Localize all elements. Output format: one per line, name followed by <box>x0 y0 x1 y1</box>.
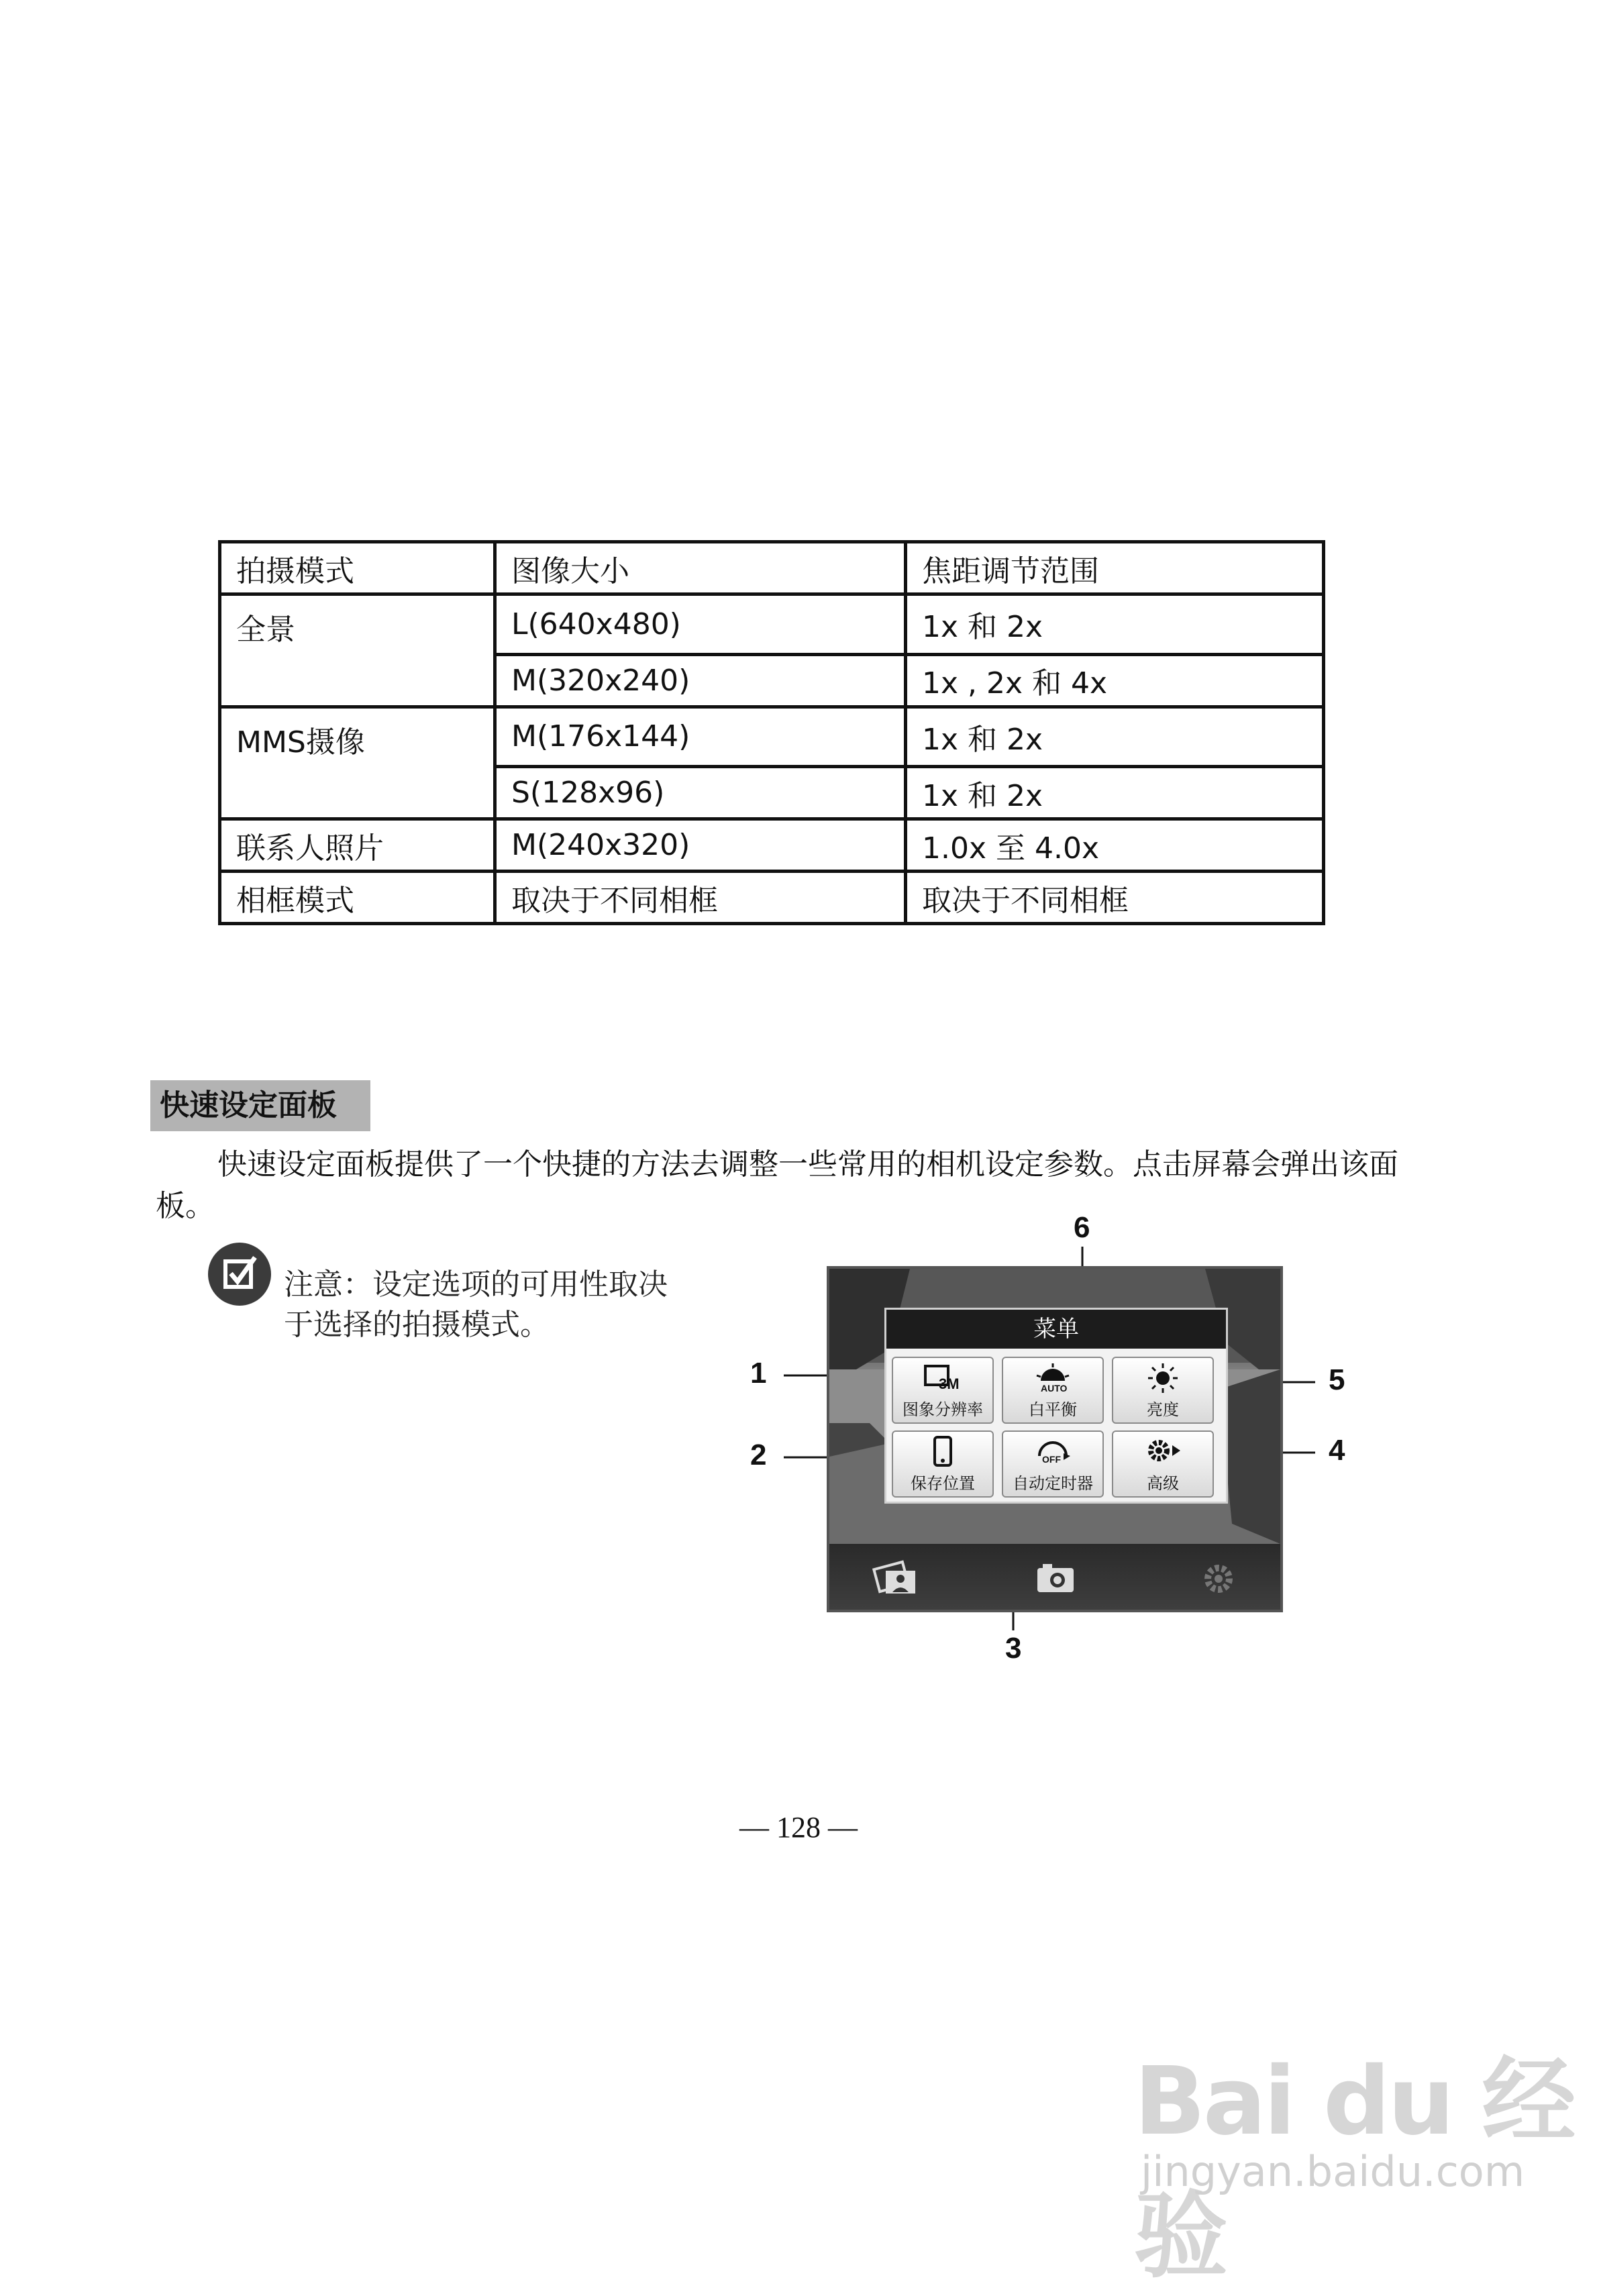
menu-title: 菜单 <box>886 1310 1226 1349</box>
svg-text:3M: 3M <box>939 1375 960 1392</box>
self-timer-off-icon <box>1034 1436 1074 1469</box>
table-header-cell: 图像大小 <box>495 542 906 594</box>
self-timer-button[interactable] <box>1002 1430 1104 1498</box>
table-cell: 联系人照片 <box>220 819 495 872</box>
baidu-jingyan-watermark-logo: Bai du 经验 <box>1134 2047 1574 2291</box>
table-header-cell: 拍摄模式 <box>220 542 495 594</box>
table-cell: 1x 和 2x <box>906 594 1324 655</box>
section-heading: 快速设定面板 <box>150 1080 370 1131</box>
advanced-button[interactable] <box>1112 1430 1214 1498</box>
table-cell: M(240x320) <box>495 819 906 872</box>
quick-settings-menu-panel <box>884 1308 1228 1504</box>
white-balance-auto-icon <box>1034 1362 1074 1396</box>
white-balance-button[interactable] <box>1002 1357 1104 1424</box>
table-cell: 取决于不同相框 <box>906 872 1324 924</box>
table-cell: 1x , 2x 和 4x <box>906 654 1324 707</box>
resolution-button-label: 图象分辨率 <box>903 1400 983 1419</box>
table-cell: S(128x96) <box>495 767 906 819</box>
camera-bottom-bar <box>829 1544 1280 1612</box>
table-cell: M(320x240) <box>495 654 906 707</box>
camera-screen <box>827 1266 1283 1612</box>
white-balance-button-label: 白平衡 <box>1029 1400 1077 1419</box>
callout-number: 4 <box>1329 1434 1345 1467</box>
advanced-button-label: 高级 <box>1147 1474 1179 1493</box>
svg-text:AUTO: AUTO <box>1041 1383 1068 1394</box>
brightness-button-label: 亮度 <box>1147 1400 1179 1419</box>
note-text: 注意：设定选项的可用性取决于选择的拍摄模式。 <box>284 1267 668 1342</box>
table-cell: 1.0x 至 4.0x <box>906 819 1324 872</box>
storage-location-button[interactable] <box>892 1430 994 1498</box>
table-cell: 取决于不同相框 <box>495 872 906 924</box>
callout-number: 3 <box>1005 1632 1022 1665</box>
camera-icon[interactable] <box>1037 1564 1074 1592</box>
svg-text:OFF: OFF <box>1042 1454 1061 1465</box>
page-number: — 128 — <box>739 1811 858 1844</box>
table-cell: 全景 <box>220 594 495 655</box>
callout-number: 1 <box>750 1357 767 1390</box>
settings-gear-icon[interactable] <box>1208 1568 1229 1589</box>
brightness-sun-icon <box>1144 1362 1184 1396</box>
table-cell: L(640x480) <box>495 594 906 655</box>
self-timer-button-label: 自动定时器 <box>1013 1474 1093 1493</box>
intro-paragraph: 快速设定面板提供了一个快捷的方法去调整一些常用的相机设定参数。点击屏幕会弹出该面板。 <box>156 1147 1398 1223</box>
brightness-button[interactable] <box>1112 1357 1214 1424</box>
resolution-3m-icon <box>924 1362 964 1396</box>
callout-number: 2 <box>750 1439 767 1471</box>
watermark-url: jingyan.baidu.com <box>1141 2147 1525 2196</box>
storage-location-button-label: 保存位置 <box>911 1474 975 1493</box>
table-cell: M(176x144) <box>495 707 906 767</box>
resolution-button[interactable] <box>892 1357 994 1424</box>
table-cell: 相框模式 <box>220 872 495 924</box>
table-cell: MMS摄像 <box>220 707 495 767</box>
storage-phone-icon <box>924 1436 964 1469</box>
callout-number: 6 <box>1074 1211 1090 1244</box>
table-cell: 1x 和 2x <box>906 767 1324 819</box>
table-cell: 1x 和 2x <box>906 707 1324 767</box>
table-header-cell: 焦距调节范围 <box>906 542 1324 594</box>
callout-number: 5 <box>1329 1363 1345 1396</box>
advanced-gear-icon <box>1144 1436 1184 1469</box>
album-icon[interactable] <box>874 1562 915 1594</box>
